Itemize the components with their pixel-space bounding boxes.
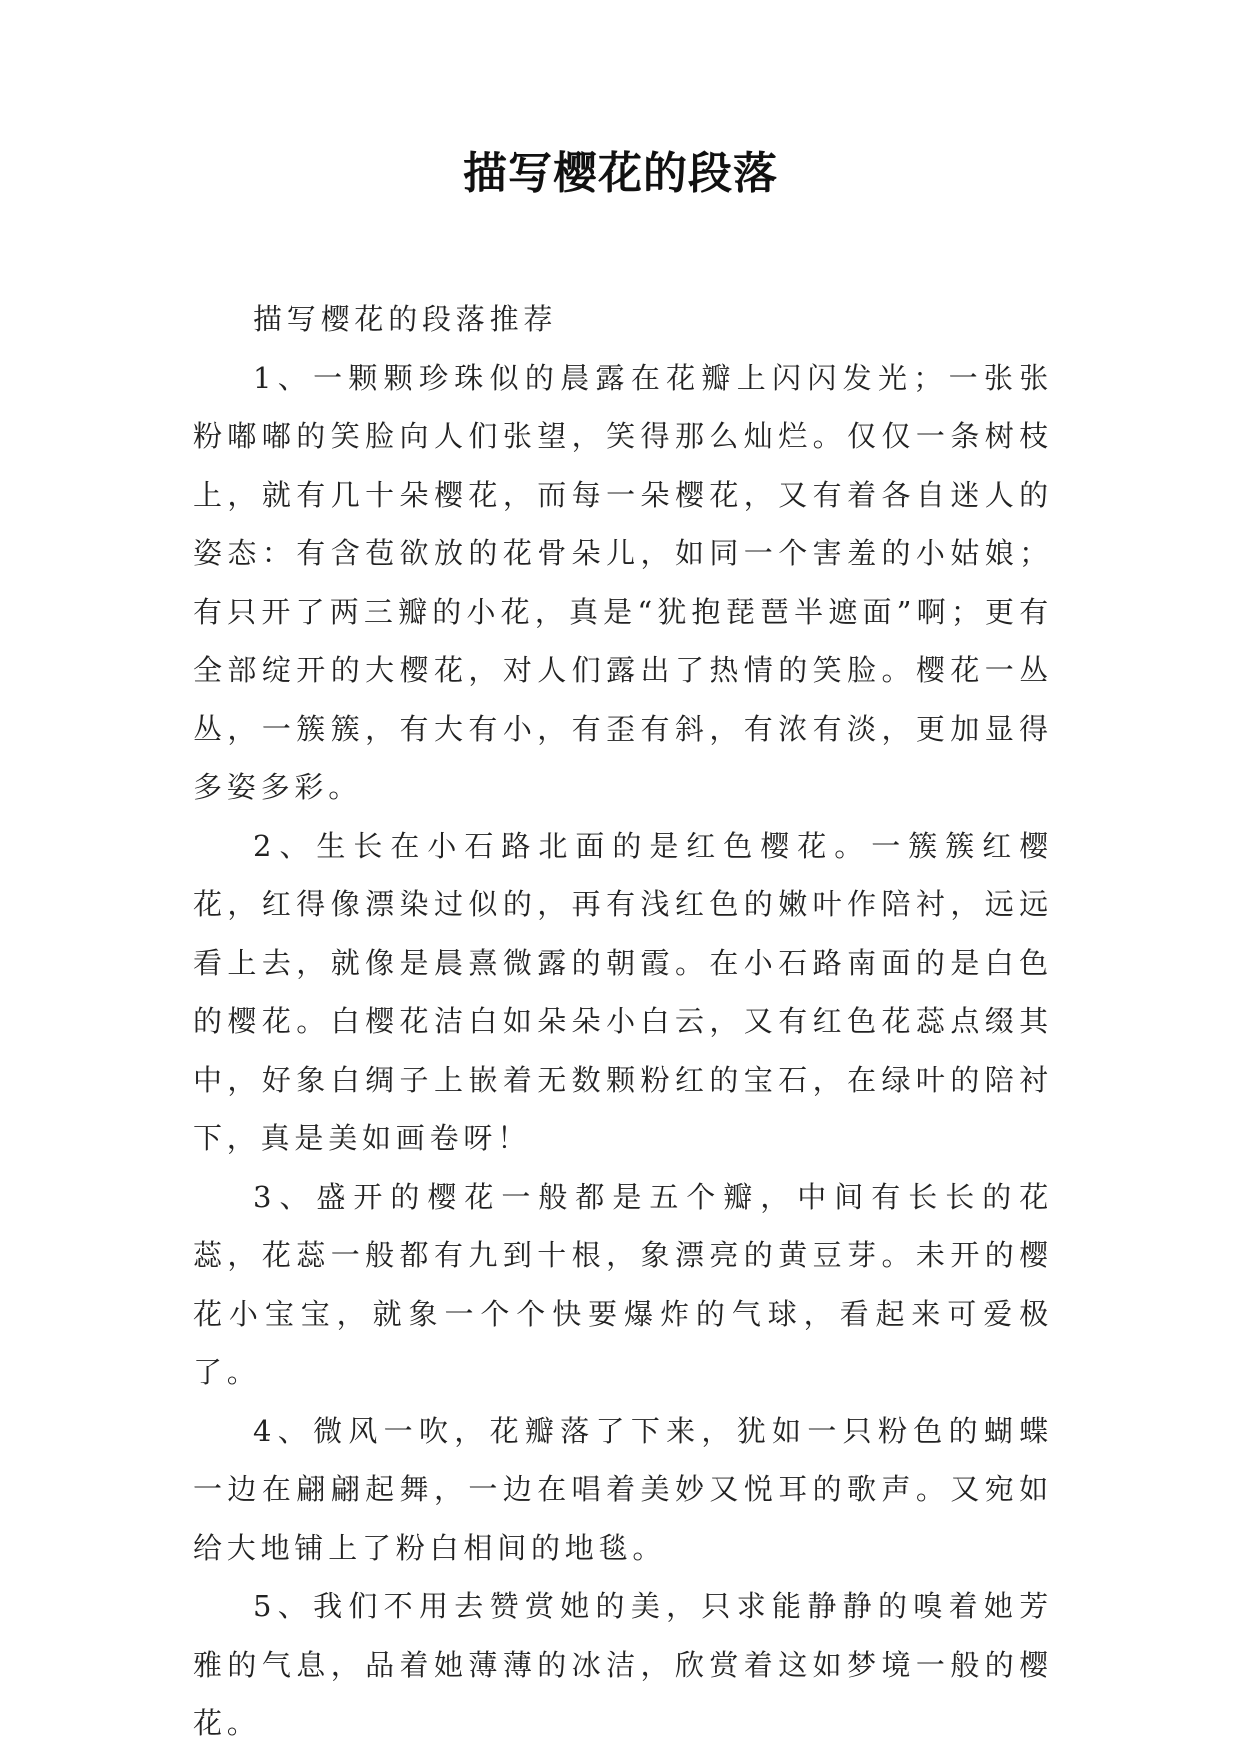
document-body — [193, 290, 1053, 1753]
paragraph-2: 2、生长在小石路北面的是红色樱花。一簇簇红樱花，红得像漂染过似的，再有浅红色的嫩叶作陪衬，远远看上去，就像是晨熹微露的朝霞。在小石路南面的是白色的樱花。白樱花洁白如朵朵小白云，又有红色花蕊点缀其中，好象白绸子上嵌着无数颗粉红的宝石，在绿叶的陪衬下，真是美如画卷呀！ — [193, 828, 1053, 1155]
paragraph-intro: 描写樱花的段落推荐 — [253, 302, 558, 336]
paragraph-5: 5、我们不用去赞赏她的美，只求能静静的嗅着她芳雅的气息，品着她薄薄的冰洁，欣赏着这如梦境一般的樱花。 — [193, 1589, 1053, 1740]
document-title: 描写樱花的段落 — [463, 148, 778, 199]
paragraph-4: 4、微风一吹，花瓣落了下来，犹如一只粉色的蝴蝶一边在翩翩起舞，一边在唱着美妙又悦耳的歌声。又宛如给大地铺上了粉白相间的地毯。 — [193, 1413, 1053, 1565]
paragraph-1: 1、一颗颗珍珠似的晨露在花瓣上闪闪发光；一张张粉嘟嘟的笑脸向人们张望，笑得那么灿烂。仅仅一条树枝上，就有几十朵樱花，而每一朵樱花，又有着各自迷人的姿态：有含苞欲放的花骨朵儿，如同一个害羞的小姑娘；有只开了两三瓣的小花，真是“犹抱琵琶半遮面”啊；更有全部绽开的大樱花，对人们露出了热情的笑脸。樱花一丛丛，一簇簇，有大有小，有歪有斜，有浓有淡，更加显得多姿多彩。 — [193, 360, 1053, 804]
paragraph-3: 3、盛开的樱花一般都是五个瓣，中间有长长的花蕊，花蕊一般都有九到十根，象漂亮的黄豆芽。未开的樱花小宝宝，就象一个个快要爆炸的气球，看起来可爱极了。 — [193, 1179, 1053, 1389]
